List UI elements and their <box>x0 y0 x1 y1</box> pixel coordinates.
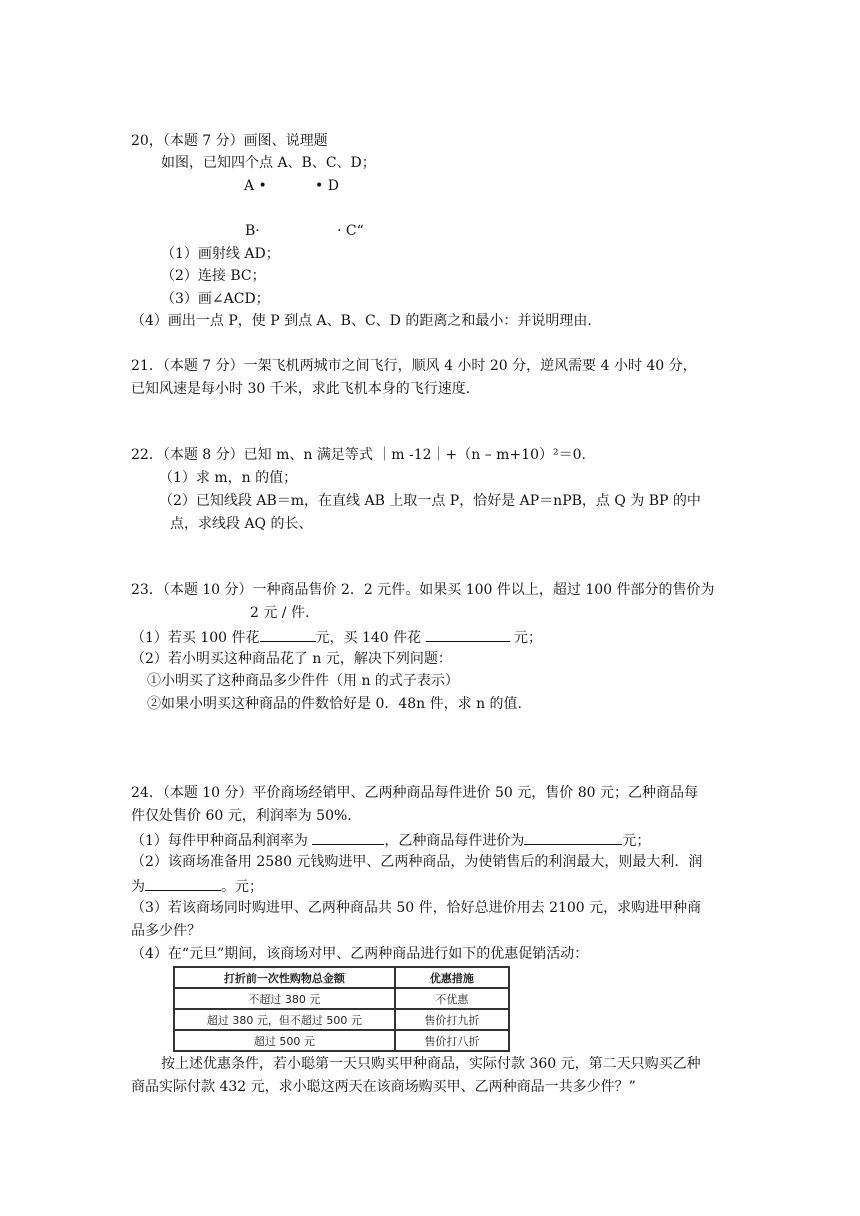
q20-step-3: （3）画∠ACD； <box>161 291 270 307</box>
table-row <box>174 988 509 1009</box>
point-b-label: B· <box>245 223 260 239</box>
q24-line-2: 件仅处售价 60 元，利润率为 50%． <box>131 808 362 824</box>
q21-line-1: 21．（本题 7 分）一架飞机两城市之间飞行，顺风 4 小时 20 分，逆风需要 4 小时 40 分， <box>131 358 697 374</box>
q23-step-1-text-b: 元，买 140 件花 <box>315 630 426 646</box>
table-cell-amount: 不超过 380 元 <box>174 988 395 1009</box>
q24-answer-blank-2[interactable] <box>524 830 622 845</box>
q24-final-line-1: 按上述优惠条件，若小聪第一天只购买甲种商品，实际付款 360 元，第二天只购买乙种 <box>161 1056 701 1072</box>
q23-step-2-1: ①小明买了这种商品多少件件（用 n 的式子表示） <box>147 673 459 689</box>
q24-step-2-text-a: 为 <box>131 879 145 895</box>
q22-step-1: （1）求 m，n 的值； <box>159 470 298 486</box>
table-cell-amount: 超过 380 元，但不超过 500 元 <box>174 1009 395 1030</box>
point-d-label: • D <box>315 178 339 194</box>
q24-answer-blank-1[interactable] <box>312 830 384 845</box>
q20-step-2: （2）连接 BC； <box>161 268 266 284</box>
q23-step-1-text-a: （1）若买 100 件花 <box>131 630 260 646</box>
q22-step-2-line-2: 点，求线段 AQ 的长、 <box>170 516 313 532</box>
table-cell-measure: 售价打九折 <box>395 1009 509 1030</box>
q23-step-1-text-c: 元； <box>509 630 543 646</box>
q24-step-1-text-a: （1）每件甲种商品利润率为 <box>131 833 313 849</box>
q20-step-4: （4）画出一点 P，使 P 到点 A、B、C、D 的距离之和最小：并说明理由. <box>131 313 592 329</box>
table-cell-measure: 不优惠 <box>395 988 509 1009</box>
q24-answer-blank-3[interactable] <box>145 876 221 891</box>
table-cell-measure: 售价打八折 <box>395 1030 509 1051</box>
point-a-label: A • <box>244 178 267 194</box>
q20-heading: 20，（本题 7 分）画图、说理题 <box>131 133 328 149</box>
q23-answer-blank-1[interactable] <box>260 627 316 642</box>
q24-step-1-text-c: 元； <box>622 833 651 849</box>
q24-final-line-2: 商品实际付款 432 元，求小聪这两天在该商场购买甲、乙两种商品一共多少件？” <box>131 1079 636 1095</box>
q23-line-2: 2 元 / 件. <box>250 605 310 621</box>
table-row <box>174 1030 509 1051</box>
q23-line-1: 23．（本题 10 分）一种商品售价 2．2 元件。如果买 100 件以上，超过 100 件部分的售价为 <box>131 582 715 598</box>
q23-answer-blank-2[interactable] <box>426 627 510 642</box>
q24-step-2-text-b: 。元； <box>221 879 263 895</box>
table-cell-amount: 超过 500 元 <box>174 1030 395 1051</box>
q24-step-1-text-b: ，乙种商品每件进价为 <box>384 833 525 849</box>
q23-step-1 <box>131 627 542 647</box>
promotion-table <box>173 966 510 1052</box>
table-row <box>174 1009 509 1030</box>
q22-step-2-line-1: （2）已知线段 AB＝m，在直线 AB 上取一点 P，恰好是 AP＝nPB，点 Q 为 BP 的中 <box>159 493 701 509</box>
q24-step-2-line-1: （2）该商场准备用 2580 元钱购进甲、乙两种商品，为使销售后的利润最大，则最大利．润 <box>131 854 703 870</box>
point-c-label: · C“ <box>337 223 364 239</box>
q23-step-2-2: ②如果小明买这种商品的件数恰好是 0．48n 件，求 n 的值. <box>147 696 523 712</box>
q21-line-2: 已知风速是每小时 30 千米，求此飞机本身的飞行速度. <box>131 381 471 397</box>
q24-step-3-line-1: （3）若该商场同时购进甲、乙两种商品共 50 件，恰好总进价用去 2100 元，求购进甲种商 <box>131 900 702 916</box>
table-header-amount: 打折前一次性购物总金额 <box>174 967 395 988</box>
q24-line-1: 24．（本题 10 分）平价商场经销甲、乙两种商品每件进价 50 元，售价 80 元；乙种商品每 <box>131 785 698 801</box>
q20-step-1: （1）画射线 AD； <box>161 246 280 262</box>
q20-intro: 如图，已知四个点 A、B、C、D； <box>161 155 376 171</box>
q24-step-3-line-2: 品多少件？ <box>131 923 201 939</box>
q24-step-1 <box>131 830 650 850</box>
q24-step-4: （4）在“元旦”期间，该商场对甲、乙两种商品进行如下的优惠促销活动： <box>131 946 589 962</box>
q24-step-2-line-2 <box>131 876 263 896</box>
q23-step-2: （2）若小明买这种商品花了 n 元，解决下列问题： <box>131 651 452 667</box>
table-header-row <box>174 967 509 988</box>
q22-line-1: 22．（本题 8 分）已知 m、n 满足等式 ｜m -12｜+（n – m+10）²＝0. <box>131 447 586 463</box>
table-header-measure: 优惠措施 <box>395 967 509 988</box>
